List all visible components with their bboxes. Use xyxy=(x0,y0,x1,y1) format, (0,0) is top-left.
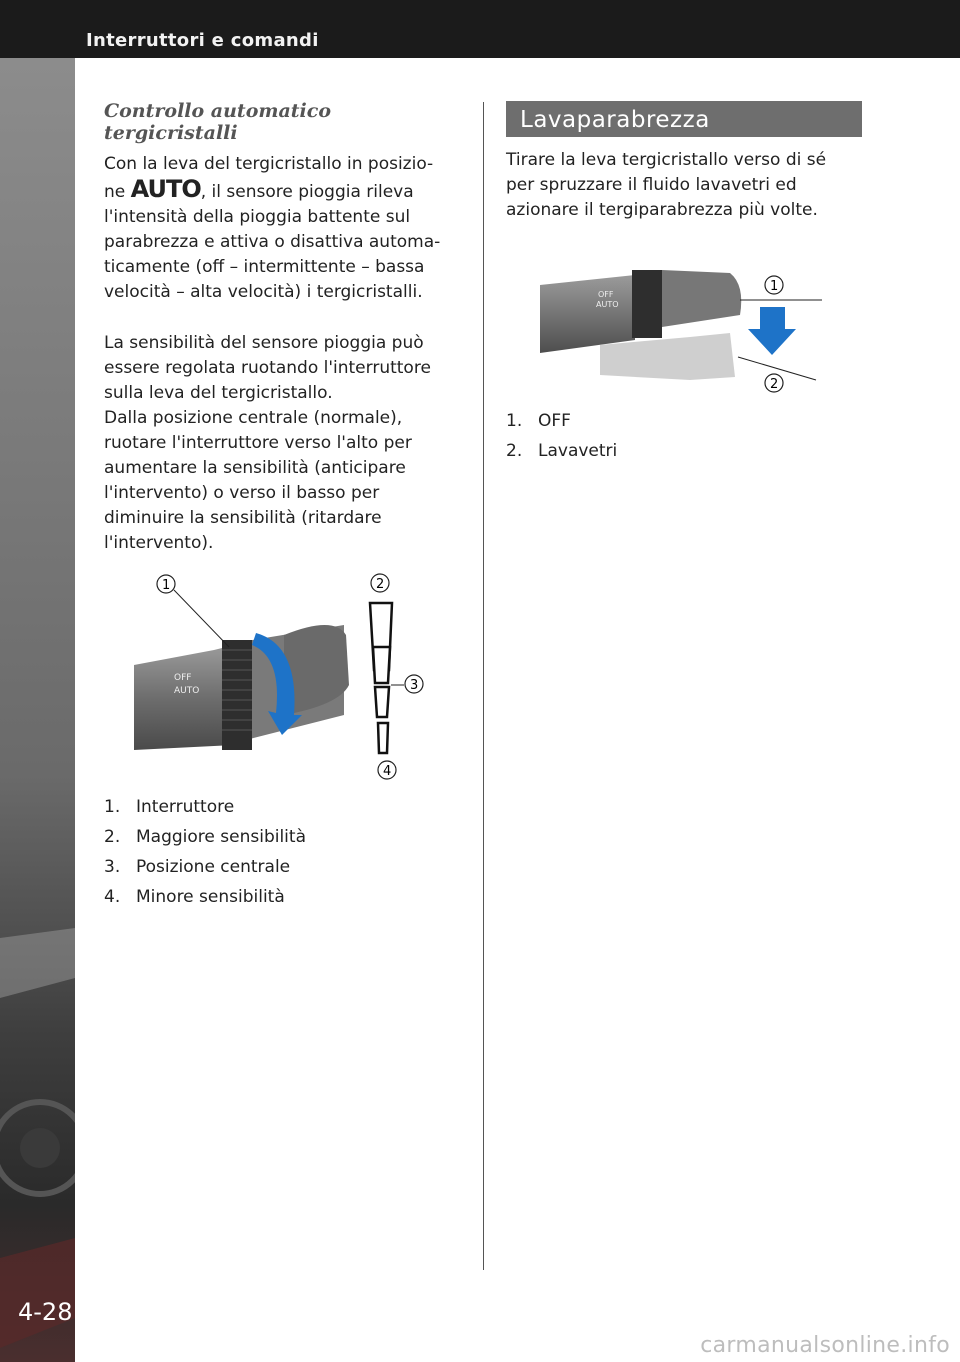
callout-1-label: 1 xyxy=(162,578,171,593)
right-legend-list xyxy=(506,406,617,466)
section-heading: Controllo automatico tergicristalli xyxy=(104,100,332,144)
lever-auto-label: AUTO xyxy=(596,300,619,309)
auto-symbol: AUTO xyxy=(130,175,201,203)
list-item: 3. Posizione centrale xyxy=(104,857,291,877)
left-column xyxy=(104,100,464,556)
page-header xyxy=(0,0,960,58)
header-title: Interruttori e comandi xyxy=(86,30,319,51)
paragraph-1 xyxy=(104,152,464,305)
wiper-lever-figure xyxy=(134,565,434,785)
column-divider xyxy=(483,102,484,1270)
paragraph-3: Dalla posizione centrale (normale), ruotare l'interruttore verso l'alto per aumentare la sensibilità (anticipare l'intervento) o verso il basso per diminuire la sensibilità (ritardare l'intervento). xyxy=(104,408,412,553)
list-item: 2. Maggiore sensibilità xyxy=(104,827,306,847)
callout-4-label: 4 xyxy=(383,764,392,779)
callout-1-label: 1 xyxy=(770,279,779,294)
pull-arrow-icon xyxy=(748,307,796,355)
para1-line1: Con la leva del tergicristallo in posizio- xyxy=(104,154,434,174)
paragraph-2: La sensibilità del sensore pioggia può essere regolata ruotando l'interruttore sulla leva del tergicristallo. xyxy=(104,333,431,403)
side-strip xyxy=(0,58,75,1362)
list-item: 1. OFF xyxy=(506,411,571,431)
para1-rest: , il sensore pioggia rileva l'intensità della pioggia battente sul parabrezza e attiva o disattiva automa-ticamente (off – intermittente – bassa velocità – alta velocità) i tergicristalli. xyxy=(104,182,441,302)
lever-off-label: OFF xyxy=(174,673,192,683)
lever-body xyxy=(540,275,635,353)
right-paragraph: Tirare la leva tergicristallo verso di sé per spruzzare il fluido lavavetri ed azionare il tergiparabrezza più volte. xyxy=(506,150,827,220)
lever-off-label: OFF xyxy=(598,290,614,299)
watermark: carmanualsonline.info xyxy=(700,1333,950,1358)
washer-lever-figure xyxy=(540,265,825,395)
bar-center xyxy=(375,687,389,717)
left-legend-list xyxy=(104,792,306,912)
sensitivity-ring xyxy=(222,640,252,750)
callout-2-label: 2 xyxy=(376,577,385,592)
dashboard-photo xyxy=(0,58,75,1362)
list-item: 4. Minore sensibilità xyxy=(104,887,285,907)
bar-low xyxy=(378,723,388,753)
list-item: 1. Interruttore xyxy=(104,797,235,817)
callout-3-label: 3 xyxy=(410,678,419,693)
list-item: 2. Lavavetri xyxy=(506,441,618,461)
page-number: 4-28 xyxy=(18,1298,73,1326)
callout-2-label: 2 xyxy=(770,377,779,392)
para1-ne: ne xyxy=(104,182,131,202)
section-banner: Lavaparabrezza xyxy=(506,101,862,137)
lever-auto-label: AUTO xyxy=(174,686,200,696)
